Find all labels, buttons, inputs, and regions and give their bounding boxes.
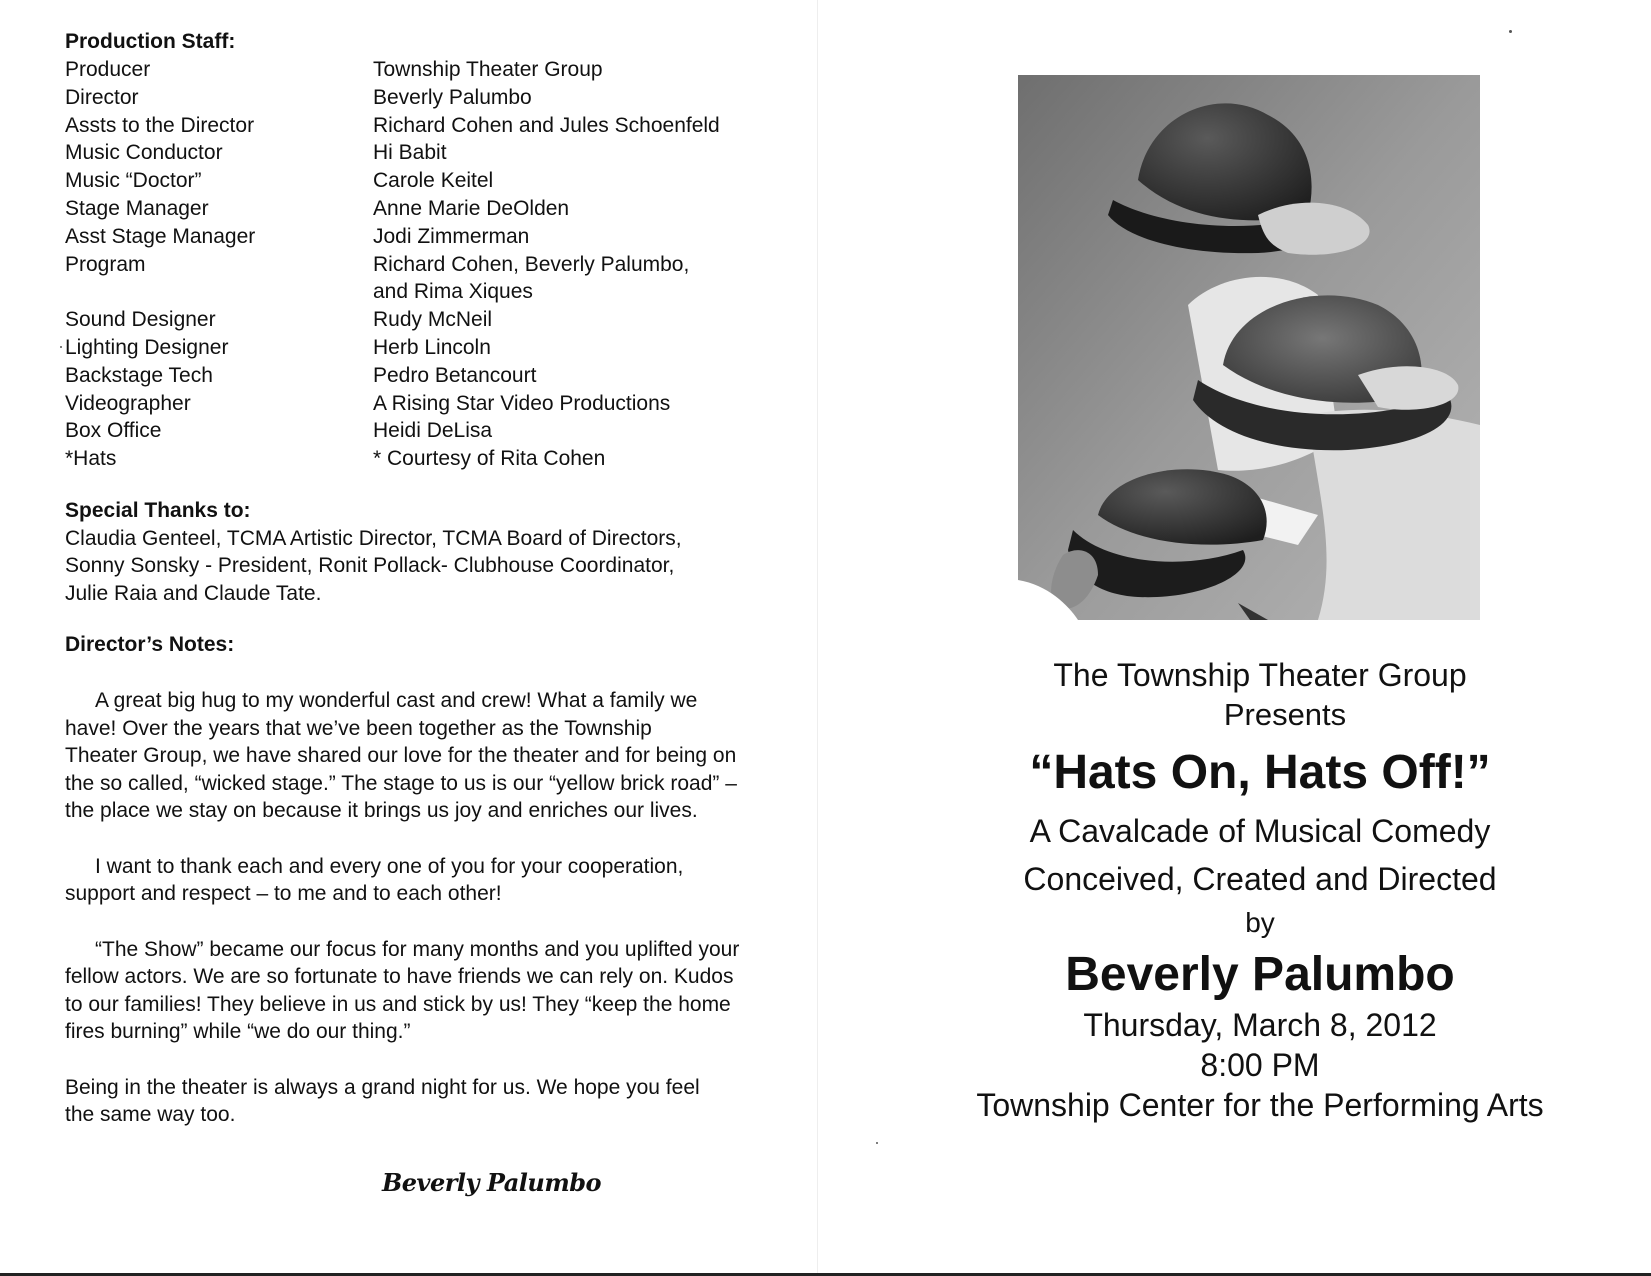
staff-name: Pedro Betancourt [373, 363, 537, 387]
show-title: “Hats On, Hats Off!” [1029, 746, 1491, 799]
staff-row [65, 167, 805, 195]
staff-role: Music “Doctor” [65, 169, 202, 193]
staff-role: Stage Manager [65, 196, 209, 220]
staff-row [65, 195, 805, 223]
staff-role: Videographer [65, 391, 191, 415]
staff-name: Beverly Palumbo [373, 85, 532, 109]
directors-notes-section [65, 631, 805, 1129]
scan-speck [876, 1142, 878, 1144]
show-time: 8:00 PM [1200, 1047, 1320, 1083]
show-subtitle: A Cavalcade of Musical Comedy [1029, 813, 1491, 849]
staff-row [65, 223, 805, 251]
author-name: Beverly Palumbo [1065, 948, 1455, 1001]
staff-row [65, 334, 805, 362]
staff-name: Hi Babit [373, 141, 447, 165]
staff-row [65, 112, 805, 140]
staff-role: Backstage Tech [65, 363, 213, 387]
special-thanks-section [65, 497, 805, 608]
staff-name: Herb Lincoln [373, 335, 491, 359]
hats-illustration [1018, 75, 1480, 620]
staff-role: Producer [65, 58, 151, 81]
show-date: Thursday, March 8, 2012 [1083, 1007, 1437, 1043]
staff-role: Sound Designer [65, 308, 216, 332]
staff-row [65, 139, 805, 167]
staff-row [65, 390, 805, 418]
director-signature: Beverly Palumbo [382, 1168, 602, 1197]
by-label: by [1245, 907, 1275, 938]
staff-name: Township Theater Group [373, 58, 603, 81]
production-staff-heading: Production Staff: [65, 30, 236, 53]
staff-name: Carole Keitel [373, 169, 494, 193]
staff-role: Box Office [65, 419, 162, 443]
note-paragraph: I want to thank each and every one of you for your cooperation, support and respect – to me and to each other! [65, 854, 684, 906]
inside-panel [65, 28, 805, 1129]
staff-name: Richard Cohen and Jules Schoenfeld [373, 113, 720, 137]
staff-name: Richard Cohen, Beverly Palumbo, and Rima Xiques [373, 252, 690, 304]
staff-role: Director [65, 85, 139, 109]
staff-role: *Hats [65, 447, 117, 471]
credit-line: Conceived, Created and Directed [1023, 861, 1497, 897]
staff-role: Program [65, 252, 146, 276]
scan-speck [60, 346, 62, 348]
staff-row [65, 251, 805, 307]
show-venue: Township Center for the Performing Arts [976, 1087, 1544, 1123]
note-paragraph: Being in the theater is always a grand night for us. We hope you feel the same way too. [65, 1075, 700, 1127]
special-thanks-heading: Special Thanks to: [65, 498, 251, 522]
staff-role: Asst Stage Manager [65, 224, 256, 248]
staff-row [65, 445, 805, 473]
staff-role: Music Conductor [65, 141, 223, 165]
staff-role: Assts to the Director [65, 113, 255, 137]
staff-row [65, 417, 805, 445]
fold-line [817, 0, 818, 1276]
note-paragraph: A great big hug to my wonderful cast and crew! What a family we have! Over the years that we’ve been together as the Township Theater Group, we have shared our love for the theater and for being on the so called, “wicked stage.” The stage to us is our “yellow brick road” – the place we stay on because it brings us joy and enriches our lives. [65, 689, 737, 823]
note-paragraph: “The Show” became our focus for many months and you uplifted your fellow actors. We are so fortunate to have friends we can rely on. Kudos to our families! They believe in us and stick by us! They “keep the home fires burning” while “we do our thing.” [65, 937, 740, 1044]
staff-row [65, 56, 805, 84]
presenting-group: The Township Theater Group [1053, 657, 1467, 693]
staff-row [65, 306, 805, 334]
cover-text [940, 655, 1580, 1125]
staff-row [65, 362, 805, 390]
production-staff-list [65, 56, 805, 473]
presents-label: Presents [1223, 697, 1347, 732]
staff-name: Anne Marie DeOlden [373, 196, 570, 220]
special-thanks-text: Claudia Genteel, TCMA Artistic Director, TCMA Board of Directors, Sonny Sonsky - President, Ronit Pollack- Clubhouse Coordinator, Julie Raia and Claude Tate. [65, 526, 682, 605]
staff-name: Heidi DeLisa [373, 419, 493, 443]
staff-name: Rudy McNeil [373, 308, 493, 332]
directors-notes-heading: Director’s Notes: [65, 633, 235, 657]
staff-name: A Rising Star Video Productions [373, 391, 671, 415]
staff-name: * Courtesy of Rita Cohen [373, 447, 606, 471]
staff-row [65, 84, 805, 112]
scan-speck [1509, 30, 1512, 33]
staff-role: Lighting Designer [65, 335, 229, 359]
staff-name: Jodi Zimmerman [373, 224, 530, 248]
